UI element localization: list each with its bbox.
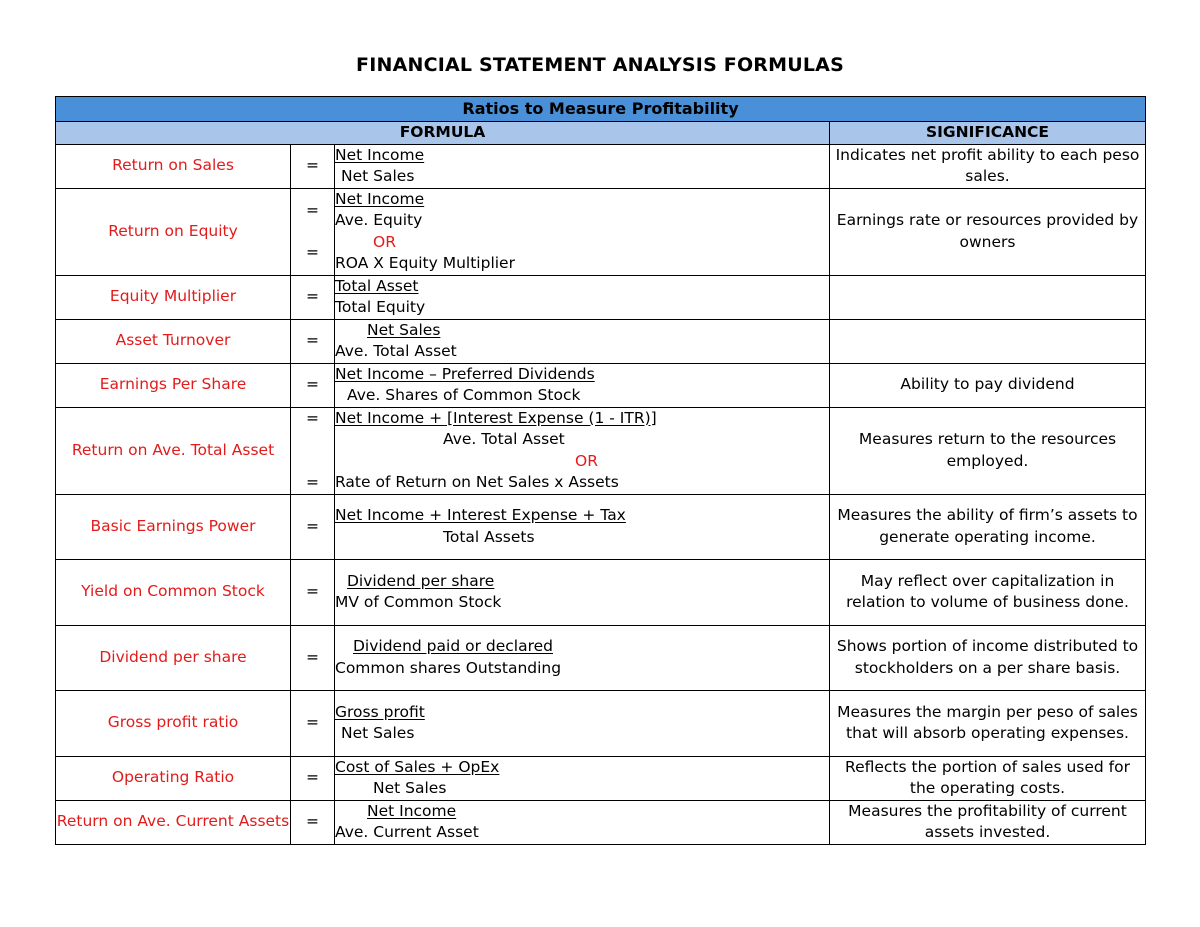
formula-column-header: FORMULA [56, 122, 830, 145]
ratio-name: Dividend per share [56, 625, 291, 690]
formula-or: OR [575, 451, 598, 470]
table-row [56, 625, 1146, 690]
significance-text: May reflect over capitalization in relation to volume of business done. [830, 559, 1146, 625]
significance-text: Ability to pay dividend [830, 363, 1146, 407]
equals-sign: = [306, 243, 319, 261]
table-row [56, 188, 1146, 275]
formula-numerator: Net Income + Interest Expense + Tax [335, 506, 626, 524]
equals-column [291, 188, 335, 275]
formula-numerator: Net Income + [Interest Expense (1 - ITR)] [335, 408, 657, 427]
equals-sign: = [291, 319, 335, 363]
formula-numerator: Net Income – Preferred Dividends [335, 364, 595, 383]
formula-cell [335, 144, 830, 188]
equals-column [291, 407, 335, 494]
table-row [56, 690, 1146, 756]
table-row [56, 494, 1146, 559]
ratio-name: Yield on Common Stock [56, 559, 291, 625]
ratio-name: Earnings Per Share [56, 363, 291, 407]
equals-sign: = [291, 275, 335, 319]
equals-sign: = [306, 409, 319, 427]
formula-denominator: Common shares Outstanding [335, 658, 562, 677]
ratio-name: Asset Turnover [56, 319, 291, 363]
equals-sign: = [291, 144, 335, 188]
formula-numerator: Net Income [335, 189, 425, 208]
formula-cell [335, 275, 830, 319]
formula-cell [335, 363, 830, 407]
significance-text: Shows portion of income distributed to stockholders on a per share basis. [830, 625, 1146, 690]
significance-text: Measures the margin per peso of sales that will absorb operating expenses. [830, 690, 1146, 756]
formula-denominator: Ave. Total Asset [443, 430, 565, 448]
equals-sign: = [306, 200, 319, 219]
formula-denominator: Net Sales [341, 724, 415, 742]
equals-sign: = [291, 800, 335, 844]
formula-cell [335, 319, 830, 363]
significance-text: Reflects the portion of sales used for the operating costs. [830, 756, 1146, 800]
formula-numerator: Dividend per share [347, 571, 495, 590]
ratio-name: Return on Ave. Total Asset [56, 407, 291, 494]
formula-denominator: Total Equity [335, 298, 426, 316]
significance-text: Measures the profitability of current assets invested. [830, 800, 1146, 844]
equals-sign: = [291, 625, 335, 690]
formula-cell [335, 559, 830, 625]
ratio-name: Equity Multiplier [56, 275, 291, 319]
significance-text: Measures the ability of firm’s assets to generate operating income. [830, 494, 1146, 559]
formula-denominator: Net Sales [373, 779, 447, 797]
table-row [56, 559, 1146, 625]
table-row [56, 407, 1146, 494]
formula-alternative: Rate of Return on Net Sales x Assets [335, 473, 619, 491]
ratio-name: Gross profit ratio [56, 690, 291, 756]
formula-numerator: Gross profit [335, 702, 425, 721]
table-row [56, 275, 1146, 319]
significance-text: Measures return to the resources employed. [830, 407, 1146, 494]
equals-sign: = [291, 756, 335, 800]
formula-alternative: ROA X Equity Multiplier [335, 254, 515, 272]
formula-numerator: Net Sales [367, 320, 441, 339]
table-row [56, 363, 1146, 407]
formula-numerator: Net Income [367, 801, 457, 820]
formula-cell [335, 756, 830, 800]
equals-sign: = [291, 690, 335, 756]
significance-column-header: SIGNIFICANCE [830, 122, 1146, 145]
section-title: Ratios to Measure Profitability [56, 97, 1146, 122]
table-row [56, 144, 1146, 188]
document-title: FINANCIAL STATEMENT ANALYSIS FORMULAS [356, 54, 844, 76]
equals-sign: = [291, 559, 335, 625]
formula-cell [335, 625, 830, 690]
significance-text: Earnings rate or resources provided by owners [830, 188, 1146, 275]
ratio-name: Basic Earnings Power [56, 494, 291, 559]
equals-sign: = [291, 494, 335, 559]
formula-cell [335, 494, 830, 559]
formula-cell [335, 188, 830, 275]
ratio-name: Return on Sales [56, 144, 291, 188]
formula-or: OR [373, 232, 396, 251]
significance-text [830, 319, 1146, 363]
formula-numerator: Cost of Sales + OpEx [335, 757, 500, 776]
formula-numerator: Dividend paid or declared [353, 637, 553, 655]
profitability-ratios-table [55, 96, 1146, 845]
formula-denominator: Net Sales [341, 167, 415, 185]
formula-numerator: Total Asset [335, 276, 419, 295]
equals-sign: = [306, 472, 319, 491]
formula-cell [335, 407, 830, 494]
equals-sign: = [291, 363, 335, 407]
table-row [56, 756, 1146, 800]
formula-cell [335, 690, 830, 756]
formula-cell [335, 800, 830, 844]
formula-denominator: Ave. Total Asset [335, 342, 457, 360]
table-row [56, 800, 1146, 844]
ratio-name: Return on Equity [56, 188, 291, 275]
ratio-name: Operating Ratio [56, 756, 291, 800]
table-row [56, 319, 1146, 363]
formula-denominator: Ave. Current Asset [335, 823, 479, 841]
significance-text: Indicates net profit ability to each peso sales. [830, 144, 1146, 188]
formula-denominator: Ave. Equity [335, 211, 423, 229]
formula-denominator: Ave. Shares of Common Stock [347, 386, 581, 404]
formula-denominator: Total Assets [443, 527, 535, 546]
significance-text [830, 275, 1146, 319]
ratio-name: Return on Ave. Current Assets [56, 800, 291, 844]
formula-denominator: MV of Common Stock [335, 593, 502, 611]
formula-numerator: Net Income [335, 145, 425, 164]
